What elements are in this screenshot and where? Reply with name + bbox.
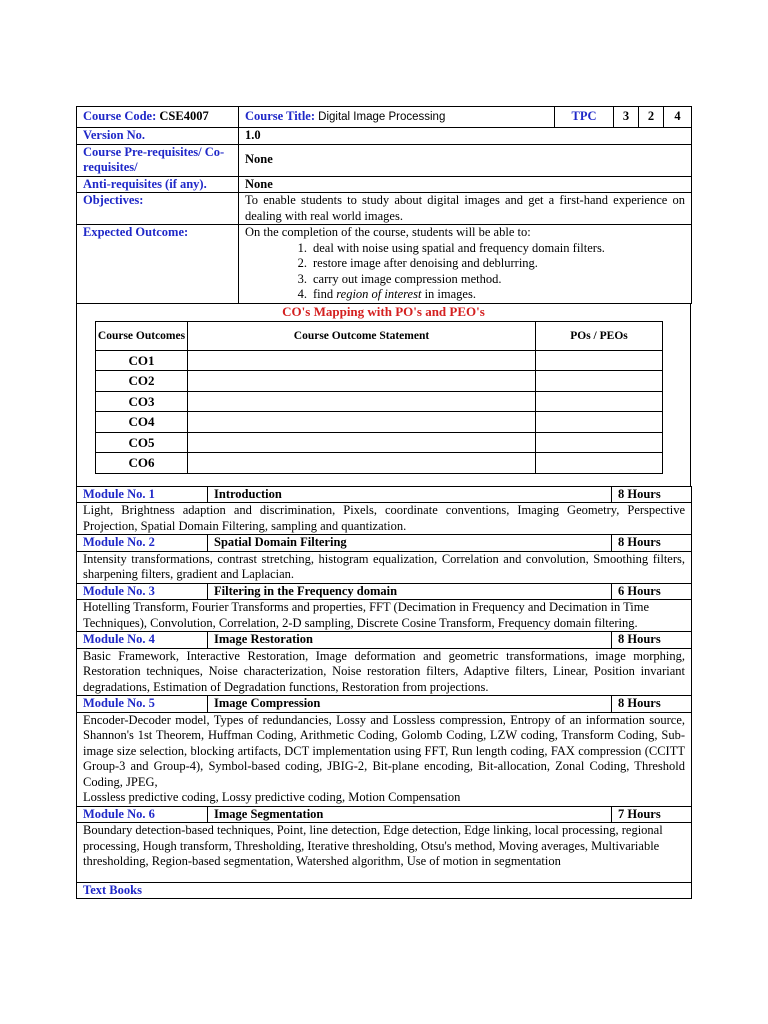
module-hours: 7 Hours [612,806,692,823]
version-label: Version No. [77,128,239,145]
co-pos-cell [536,371,663,392]
module-content-row [77,503,692,535]
co-pos-cell [536,432,663,453]
tpc-practical: 2 [639,107,664,128]
co-mapping-header-row [96,321,663,350]
co-label: CO4 [96,412,188,433]
objectives-row [77,193,692,225]
module-content: Intensity transformations, contrast stretching, histogram equalization, Correlation and convolution, Smoothing filters, sharpening filters, gradient and Laplacian. [77,551,692,583]
module-content: Hotelling Transform, Fourier Transforms and properties, FFT (Decimation in Frequency and Decimation in Time Techniques), Convolution, Correlation, 2-D sampling, Discrete Cosine Transform, Frequency domain filtering. [77,600,692,632]
version-row [77,128,692,145]
co-pos-cell [536,350,663,371]
expected-outcome-cell [239,225,692,304]
co-row [96,371,663,392]
prereq-value: None [239,144,692,176]
anti-requisites-row [77,176,692,193]
course-title: Digital Image Processing [318,110,446,123]
co-statement-cell [188,391,536,412]
textbooks-row [77,882,692,899]
module-content-row [77,712,692,806]
modules-table [76,486,692,900]
module-content: Encoder-Decoder model, Types of redundancies, Lossy and Lossless compression, Entropy of an information source, Shannon's 1st Theorem, Huffman Coding, Arithmetic Coding, Golomb Coding, LZW coding, Transform Coding, Sub-image size selection, blocking artifacts, DCT implementation using FFT, Run length coding, FAX compression (CCITT Group-3 and Group-4), Symbol-based coding, JBIG-2, Bit-plane encoding, Bit-allocation, Zonal Coding, Threshold Coding, JPEG, [83,712,685,789]
tpc-theory: 3 [614,107,639,128]
module-number: Module No. 3 [77,583,208,600]
co-statement-cell [188,350,536,371]
module-title: Spatial Domain Filtering [208,535,612,552]
textbooks-label: Text Books [77,882,692,899]
co-row [96,391,663,412]
module-content-extra: Lossless predictive coding, Lossy predictive coding, Motion Compensation [83,790,461,804]
co-statement-cell [188,412,536,433]
module-content-row [77,600,692,632]
co-mapping-title: CO's Mapping with PO's and PEO's [282,303,485,319]
module-number: Module No. 5 [77,696,208,713]
module-hours: 8 Hours [612,696,692,713]
co-label: CO1 [96,350,188,371]
anti-requisites-value: None [239,176,692,193]
co-label: CO2 [96,371,188,392]
col-outcome-statement: Course Outcome Statement [188,321,536,350]
syllabus-document [76,106,691,899]
module-header-row [77,583,692,600]
module-hours: 8 Hours [612,535,692,552]
co-label: CO5 [96,432,188,453]
module-hours: 8 Hours [612,632,692,649]
module-number: Module No. 6 [77,806,208,823]
co-row [96,432,663,453]
co-mapping-table [95,321,663,474]
course-info-table [76,106,692,304]
module-content: Boundary detection-based techniques, Point, line detection, Edge detection, Edge linking, local processing, regional processing, Hough transform, Thresholding, Iterative thresholding, Otsu's method, Moving averages, Multivariable thresholding, Region-based segmentation, Watershed algorithm, Use of motion in segmentation [77,823,692,883]
module-content-row [77,648,692,696]
outcome-item: 4. find region of interest in images. [297,287,476,301]
co-row [96,412,663,433]
module-content: Basic Framework, Interactive Restoration, Image deformation and geometric transformations, image morphing, Restoration techniques, Noise characterization, Noise restoration filters, Adaptive filters, Linear, Position invariant degradations, Estimation of Degradation functions, Restoration from projections. [77,648,692,696]
objectives-label: Objectives: [77,193,239,225]
expected-outcome-intro: On the completion of the course, students will be able to: [245,225,531,239]
module-content: Light, Brightness adaption and discrimination, Pixels, coordinate conventions, Imaging Geometry, Perspective Projection, Spatial Domain Filtering, sampling and quantization. [77,503,692,535]
module-title: Filtering in the Frequency domain [208,583,612,600]
co-statement-cell [188,371,536,392]
course-title-cell: Course Title: Digital Image Processing [239,107,555,128]
co-row [96,350,663,371]
tpc-credits: 4 [664,107,692,128]
module-hours: 8 Hours [612,486,692,503]
module-title: Image Segmentation [208,806,612,823]
course-header-row [77,107,692,128]
module-header-row [77,806,692,823]
outcome-item: 2. restore image after denoising and deblurring. [297,256,538,270]
col-pos-peos: POs / PEOs [536,321,663,350]
module-header-row [77,535,692,552]
course-code: CSE4007 [159,109,209,124]
course-code-cell: Course Code: CSE4007 [77,107,239,128]
prereq-label: Course Pre-requisites/ Co-requisites/ [77,144,239,176]
version-value: 1.0 [239,128,692,145]
co-mapping-section [76,304,691,486]
module-header-row [77,632,692,649]
module-title: Image Restoration [208,632,612,649]
module-header-row [77,696,692,713]
co-label: CO6 [96,453,188,474]
expected-outcome-label: Expected Outcome: [77,225,239,304]
module-number: Module No. 2 [77,535,208,552]
anti-requisites-label: Anti-requisites (if any). [77,176,239,193]
outcome-list [245,241,685,303]
module-number: Module No. 1 [77,486,208,503]
module-content-cell [77,712,692,806]
objectives-text: To enable students to study about digital images and get a first-hand experience on dealing with real world images. [239,193,692,225]
module-content-row [77,823,692,883]
module-content-row [77,551,692,583]
outcome-item: 3. carry out image compression method. [297,271,502,286]
module-hours: 6 Hours [612,583,692,600]
co-pos-cell [536,412,663,433]
co-label: CO3 [96,391,188,412]
co-pos-cell [536,453,663,474]
module-number: Module No. 4 [77,632,208,649]
tpc-label: TPC [555,107,614,128]
co-row [96,453,663,474]
col-course-outcomes: Course Outcomes [96,321,188,350]
outcome-item: 1. deal with noise using spatial and frequency domain filters. [297,240,605,255]
expected-outcome-row [77,225,692,304]
module-title: Image Compression [208,696,612,713]
module-title: Introduction [208,486,612,503]
prereq-row [77,144,692,176]
co-statement-cell [188,432,536,453]
co-statement-cell [188,453,536,474]
co-pos-cell [536,391,663,412]
module-header-row [77,486,692,503]
